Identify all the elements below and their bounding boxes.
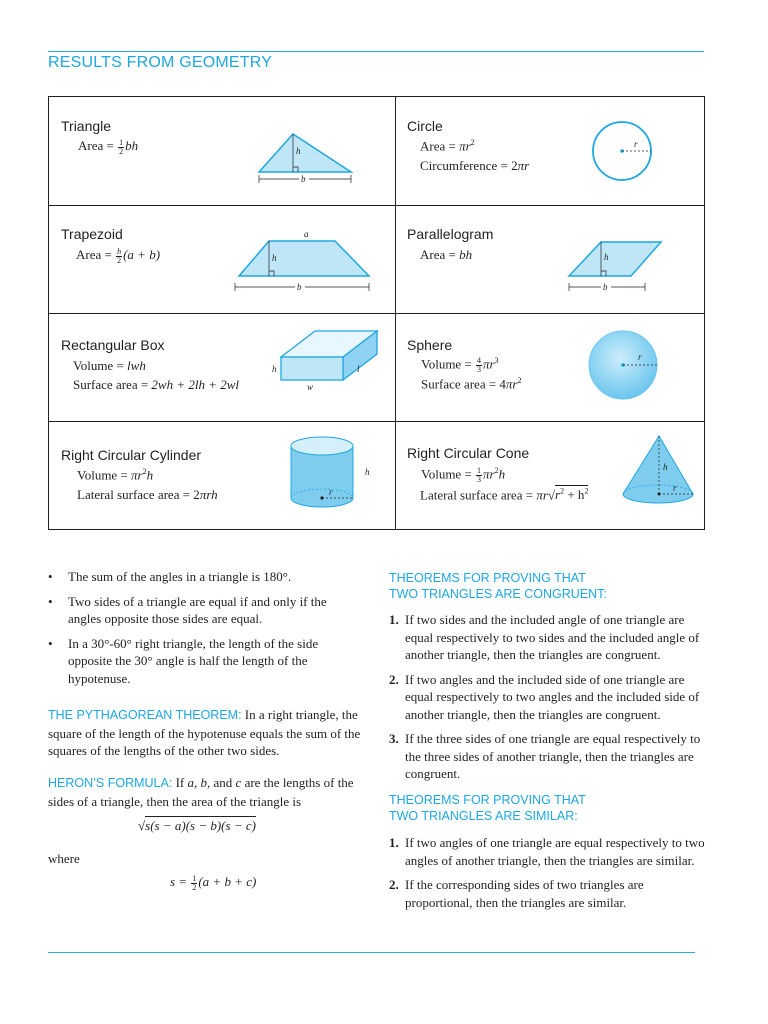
sqrt-sign: √: [138, 818, 146, 833]
parallelogram-area-expression: bh: [459, 247, 473, 262]
radicand-h-exponent: 2: [584, 487, 589, 496]
box-volume-expression: lwh: [127, 358, 146, 373]
cone-volume-label: Volume =: [421, 466, 476, 482]
semiperimeter-label: s =: [170, 874, 191, 889]
sqrt-sign: √: [547, 487, 556, 503]
circle-figure: [589, 117, 669, 187]
cylinder-volume-label: Volume =: [77, 467, 132, 483]
box-volume-formula: [73, 358, 146, 374]
box-volume-label: Volume =: [73, 358, 128, 373]
similar-heading: [389, 792, 709, 824]
sphere-figure: [585, 326, 665, 406]
triangle-h-label: h: [296, 146, 301, 156]
cylinder-volume-exponent: 2: [142, 467, 147, 476]
cone-volume-formula: [421, 466, 505, 484]
radicand-r-exponent: 2: [560, 487, 565, 496]
congruent-heading: [389, 570, 709, 602]
list-item: 1. If two angles of one triangle are equal respectively to two angles of another triangle, then the triangles are similar.: [389, 835, 705, 868]
circle-circumference-formula: [420, 158, 529, 174]
fraction-numerator: 1: [477, 465, 482, 475]
circle-circumference-label: Circumference = 2: [420, 158, 518, 173]
list-item: 2. If the corresponding sides of two triangles are proportional, then the triangles are similar.: [389, 877, 644, 910]
box-surface-expression: 2wh + 2lh + 2wl: [151, 377, 240, 392]
triangle-area-formula: [78, 138, 138, 156]
parallelogram-h-label: h: [604, 252, 609, 262]
sphere-volume-label: Volume =: [421, 356, 476, 372]
parallelogram-area-formula: [420, 247, 472, 263]
heron-where: where: [48, 851, 80, 866]
triangle-area-fraction: [118, 139, 124, 156]
table-divider-row-3: [49, 421, 704, 422]
trapezoid-b-label: b: [297, 282, 302, 292]
cone-title: Right Circular Cone: [407, 445, 530, 461]
circle-r-label: r: [634, 139, 638, 149]
cylinder-lateral-formula: [77, 487, 218, 503]
pythagorean-heading: THE PYTHAGOREAN THEOREM:: [48, 708, 242, 722]
heron-paragraph: HERON’S FORMULA: If a, b, and c are the lengths of the sides of a triangle, then the area of the triangle is: [48, 775, 354, 809]
heron-formula: [138, 818, 256, 834]
box-l-label: l: [357, 364, 360, 374]
sphere-volume-exponent: 3: [494, 356, 499, 365]
pythagorean-text: In a right triangle, the square of the length of the hypotenuse equals the sum of the squares of the lengths of the other two sides.: [48, 707, 361, 758]
cone-lateral-formula: [420, 487, 588, 503]
cone-volume-exponent: 2: [494, 466, 499, 475]
pythagorean-paragraph: [48, 706, 366, 760]
list-item: • Two sides of a triangle are equal if and only if the angles opposite those sides are equal.: [48, 593, 327, 626]
fraction-numerator: 4: [477, 355, 482, 365]
triangle-area-label: Area =: [78, 138, 118, 153]
fraction-numerator: 1: [192, 873, 197, 883]
list-item: 3. If the three sides of one triangle are equal respectively to the three sides of another triangle, then the triangles are congruent.: [389, 731, 701, 781]
triangle-b-label: b: [301, 174, 306, 184]
cone-figure: [617, 433, 699, 513]
page-title: RESULTS FROM GEOMETRY: [48, 54, 273, 71]
trapezoid-h-label: h: [272, 253, 277, 263]
heron-heading: HERON’S FORMULA:: [48, 776, 173, 790]
semiperimeter-formula: [170, 874, 256, 892]
trapezoid-title: Trapezoid: [61, 226, 123, 242]
sphere-title: Sphere: [407, 337, 453, 353]
cylinder-figure: [285, 430, 375, 520]
triangle-area-expression: bh: [125, 138, 139, 153]
similar-theorems-list: [389, 834, 707, 918]
parallelogram-figure: [565, 237, 665, 297]
radicand-h: + h: [564, 487, 585, 503]
sphere-r-label: r: [638, 352, 642, 362]
list-item: 2. If two angles and the included side of one triangle are equal respectively to two angles and the included side of another triangle, then the triangles are congruent.: [389, 671, 700, 722]
table-divider-row-1: [49, 205, 704, 206]
cylinder-r-label: r: [329, 487, 333, 497]
cylinder-volume-tail: h: [146, 467, 154, 483]
semiperimeter-fraction: [191, 875, 197, 892]
bottom-rule: [48, 952, 695, 953]
fraction-denominator: 2: [192, 882, 197, 892]
circle-area-expression: πr: [459, 138, 471, 154]
cone-volume-fraction: [476, 467, 482, 484]
box-surface-formula: [73, 377, 239, 393]
circle-area-exponent: 2: [470, 138, 475, 147]
sphere-volume-expression: πr: [483, 356, 495, 372]
congruent-theorems-list: [389, 611, 707, 790]
congruent-heading-line-2: TWO TRIANGLES ARE CONGRUENT:: [389, 587, 607, 601]
top-rule: [48, 51, 704, 52]
circle-area-label: Area =: [420, 138, 460, 154]
triangle-title: Triangle: [61, 118, 112, 134]
cone-lateral-expression: πr: [536, 487, 548, 503]
sphere-surface-exponent: 2: [517, 376, 522, 385]
radicand-r: r: [555, 487, 561, 503]
parallelogram-area-label: Area =: [420, 247, 460, 262]
formula-table: [48, 96, 705, 530]
box-figure: [269, 325, 379, 395]
cone-r-label: r: [673, 483, 677, 493]
trapezoid-area-formula: [76, 247, 160, 265]
fraction-denominator: 2: [117, 255, 122, 265]
trapezoid-area-label: Area =: [76, 247, 116, 262]
cylinder-lateral-label: Lateral surface area = 2: [77, 487, 200, 502]
list-item: 1. If two sides and the included angle of one triangle are equal respectively to two sides and the included angle of another triangle, then the triangles are congruent.: [389, 612, 700, 662]
box-w-label: w: [307, 382, 314, 392]
cylinder-lateral-expression: πrh: [199, 487, 218, 502]
trapezoid-area-fraction: [116, 248, 122, 265]
sphere-volume-formula: [421, 356, 499, 374]
fraction-denominator: 2: [119, 146, 124, 156]
congruent-heading-line-1: THEOREMS FOR PROVING THAT: [389, 571, 586, 585]
fraction-denominator: 3: [477, 474, 482, 484]
cone-h-label: h: [663, 462, 668, 472]
sphere-surface-label: Surface area = 4: [421, 376, 506, 392]
fraction-numerator: 1: [119, 137, 124, 147]
semiperimeter-expression: (a + b + c): [198, 874, 257, 889]
cylinder-title: Right Circular Cylinder: [61, 447, 202, 463]
cone-volume-expression: πr: [483, 466, 495, 482]
fraction-numerator: h: [117, 246, 122, 256]
circle-circumference-expression: πr: [517, 158, 530, 173]
cone-lateral-radicand: [555, 485, 588, 502]
list-item: • The sum of the angles in a triangle is 180°.: [48, 569, 292, 584]
cylinder-h-label: h: [365, 467, 370, 477]
triangle-figure: [253, 129, 363, 191]
box-title: Rectangular Box: [61, 337, 165, 353]
trapezoid-a-label: a: [304, 229, 309, 239]
cone-lateral-label: Lateral surface area =: [420, 487, 537, 503]
similar-heading-line-2: TWO TRIANGLES ARE SIMILAR:: [389, 809, 578, 823]
list-item: • In a 30°-60° right triangle, the length of the side opposite the 30° angle is half the length of the hypotenuse.: [48, 635, 319, 686]
heron-radicand: s(s − a)(s − b)(s − c): [145, 818, 256, 833]
box-h-label: h: [272, 364, 277, 374]
parallelogram-b-label: b: [603, 282, 608, 292]
parallelogram-title: Parallelogram: [407, 226, 494, 242]
cylinder-volume-formula: [77, 467, 153, 483]
circle-area-formula: [420, 138, 475, 154]
sphere-surface-formula: [421, 376, 522, 392]
cylinder-volume-expression: πr: [131, 467, 143, 483]
table-divider-row-2: [49, 313, 704, 314]
cone-volume-tail: h: [498, 466, 506, 482]
trapezoid-figure: [233, 227, 373, 295]
fraction-denominator: 3: [477, 364, 482, 374]
trapezoid-area-expression: (a + b): [123, 247, 161, 262]
sphere-volume-fraction: [476, 357, 482, 374]
circle-title: Circle: [407, 118, 443, 134]
box-surface-label: Surface area =: [73, 377, 152, 392]
similar-heading-line-1: THEOREMS FOR PROVING THAT: [389, 793, 586, 807]
geometry-facts-list: [48, 568, 360, 694]
sphere-surface-expression: πr: [505, 376, 518, 392]
